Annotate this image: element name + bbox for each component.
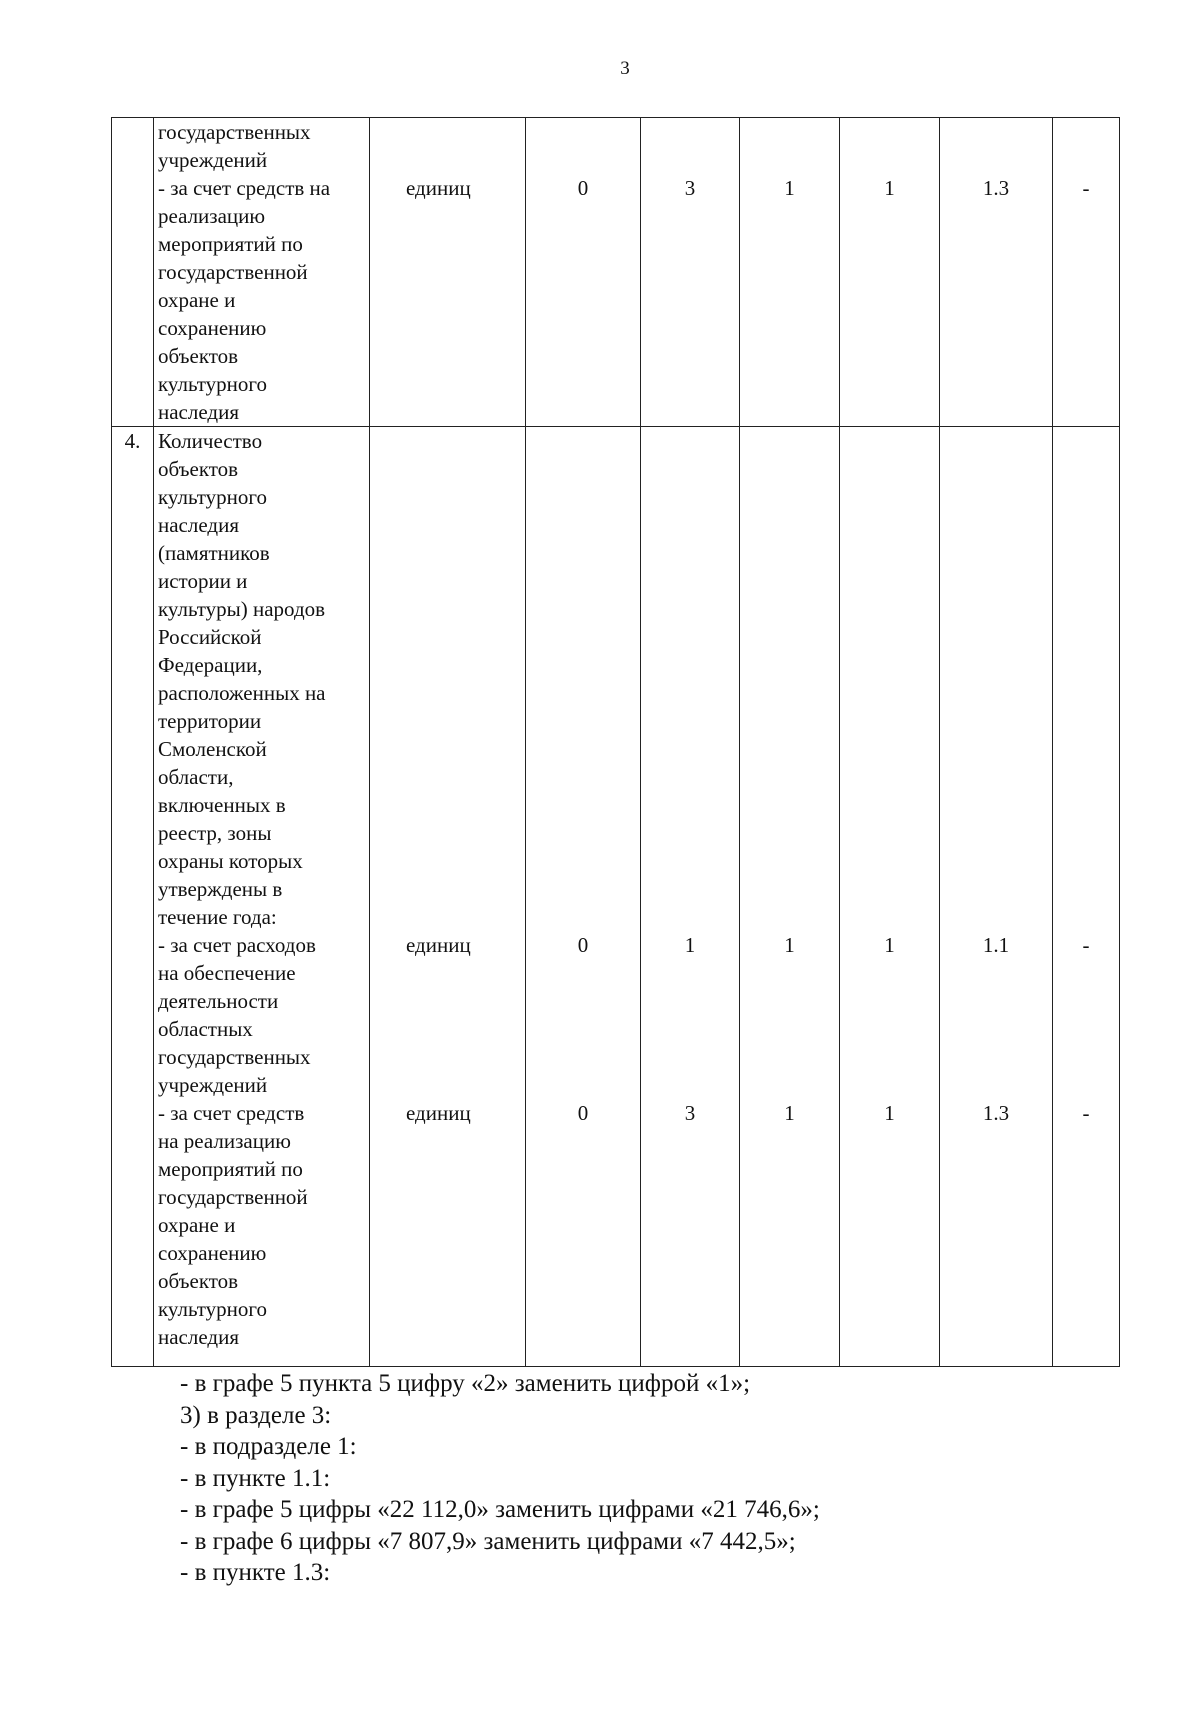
indicator-name-line: государственных [158,1045,311,1069]
value-sub1: 1 [684,933,696,957]
indicator-name-line: культурного [158,1297,267,1321]
value-sub2: 0 [577,1101,589,1125]
indicator-name-line: охране и [158,288,236,312]
indicator-name-line: государственных [158,120,311,144]
value-cell [840,427,940,1367]
unit-sub2: единиц [406,1101,471,1125]
value-cell: 1 [840,118,940,427]
value-cell: 1 [740,118,840,427]
indicator-name-line: культуры) народов [158,597,326,621]
paragraph-line: - в графе 6 цифры «7 807,9» заменить цифрами «7 442,5»; [180,1527,796,1555]
indicator-name-line: расположенных на [158,681,326,705]
unit-cell: единиц [370,118,526,427]
indicator-name-line: территории [158,709,262,733]
indicator-name-line: сохранению [158,316,267,340]
indicator-name-cell [154,118,370,427]
indicator-name-line: охране и [158,1213,236,1237]
indicator-name-line: наследия [158,400,239,424]
value-cell: 3 [641,118,740,427]
indicators-table [111,117,1120,1367]
indicator-name-line: включенных в [158,793,286,817]
paragraph-line: - в графе 5 цифры «22 112,0» заменить цифрами «21 746,6»; [180,1496,820,1523]
value-cell [1053,427,1120,1367]
indicator-name-line: Российской [158,625,262,649]
value-cell [526,427,641,1367]
paragraph-line: 3) в разделе 3: [180,1401,332,1429]
indicator-name-line: (памятников [158,541,270,565]
indicator-name-line: учреждений [158,148,268,172]
indicator-name-line: на обеспечение [158,961,296,985]
indicator-name-line: области, [158,765,234,789]
indicator-name-line: - за счет средств на [158,176,331,200]
indicator-name-line: государственной [158,1185,308,1209]
value-cell [740,427,840,1367]
indicator-name-line: деятельности [158,989,279,1013]
value-cell: 0 [526,118,641,427]
indicator-name-line: мероприятий по [158,1157,303,1181]
indicator-name-line: течение года: [158,905,277,929]
value-sub1: 1 [884,933,895,957]
value-sub1: - [1082,933,1090,957]
paragraph-line: - в пункте 1.1: [180,1464,331,1492]
row-number: 4. [112,427,154,1367]
indicator-name-line: учреждений [158,1073,268,1097]
indicator-name-cell [154,427,370,1367]
unit-cell [370,427,526,1367]
value-cell [641,427,740,1367]
value-sub1: 0 [577,933,589,957]
value-cell: - [1053,118,1120,427]
indicator-name-line: объектов [158,1269,239,1293]
table-row [112,427,1120,1367]
indicator-name-line: Смоленской [158,737,267,761]
value-cell: 1.3 [940,118,1053,427]
indicator-name-line: охраны которых [158,849,303,873]
value-sub2: 1 [784,1101,795,1125]
value-sub2: - [1082,1101,1090,1125]
indicator-name-line: государственной [158,260,308,284]
paragraph-line: - в подразделе 1: [180,1433,357,1460]
indicator-name-line: реестр, зоны [158,821,272,845]
value-sub2: 3 [684,1101,696,1125]
indicator-name-line: наследия [158,1325,239,1349]
indicator-name-line: Федерации, [158,653,263,677]
indicator-name-line: утверждены в [158,877,283,901]
paragraph-line: - в пункте 1.3: [180,1559,331,1586]
indicator-name-line: - за счет расходов [158,933,316,957]
value-cell [940,427,1053,1367]
table-row [112,118,1120,427]
row-number [112,118,154,427]
indicator-name-line: мероприятий по [158,232,303,256]
indicator-name-line: - за счет средств [158,1101,305,1125]
indicator-name-line: областных [158,1017,253,1041]
value-sub1: 1 [784,933,795,957]
amendment-text [180,1368,820,1589]
value-sub2: 1 [884,1101,895,1125]
unit-sub1: единиц [406,933,471,957]
indicator-name-line: Количество [158,429,263,453]
indicator-name-line: истории и [158,569,248,593]
paragraph-line: - в графе 5 пункта 5 цифру «2» заменить цифрой «1»; [180,1370,751,1397]
page-number: 3 [620,58,630,79]
indicator-name-line: культурного [158,485,267,509]
indicator-name-line: объектов [158,344,239,368]
indicator-name-line: объектов [158,457,239,481]
indicator-name-line: сохранению [158,1241,267,1265]
indicator-name-line: наследия [158,513,239,537]
value-sub2: 1.3 [982,1101,1010,1125]
indicator-name-line: культурного [158,372,267,396]
indicator-name-line: на реализацию [158,1129,291,1153]
value-sub1: 1.1 [982,933,1010,957]
indicator-name-line: реализацию [158,204,266,228]
